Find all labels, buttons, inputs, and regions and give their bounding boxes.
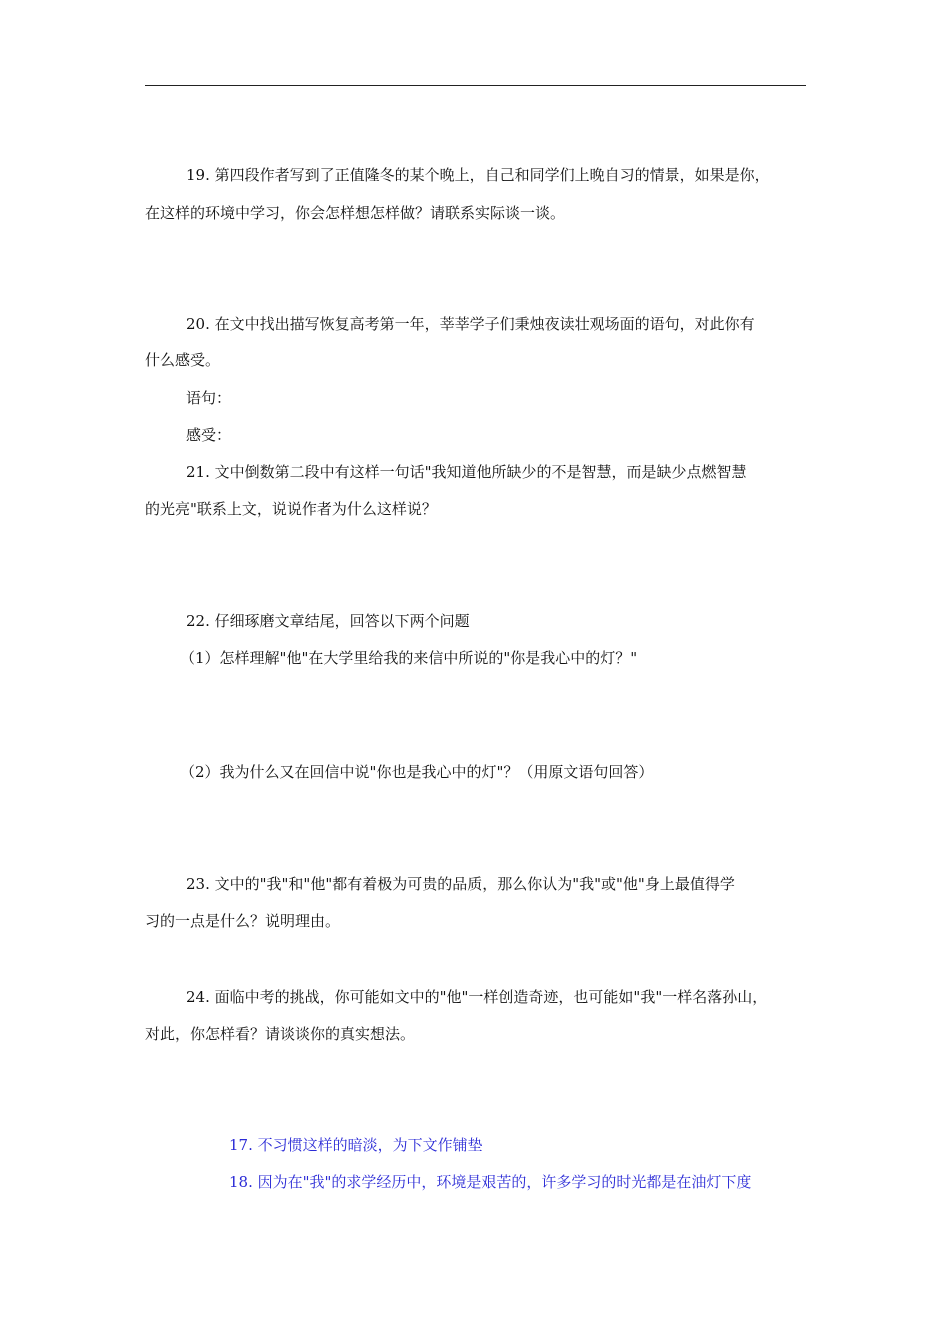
question-22-line-1: 22. 仔细琢磨文章结尾，回答以下两个问题: [186, 612, 470, 630]
question-19-line-2: 在这样的环境中学习，你会怎样想怎样做？请联系实际谈一谈。: [145, 204, 566, 222]
question-20-line-2: 什么感受。: [145, 351, 221, 369]
question-23-line-1: 23. 文中的"我"和"他"都有着极为可贵的品质，那么你认为"我"或"他"身上最值得学: [186, 875, 735, 893]
question-22-sub-1: （1）怎样理解"他"在大学里给我的来信中所说的"你是我心中的灯？": [180, 649, 638, 667]
question-22-sub-2: （2）我为什么又在回信中说"你也是我心中的灯"？（用原文语句回答）: [180, 763, 654, 781]
question-24-line-2: 对此，你怎样看？请谈谈你的真实想法。: [145, 1025, 416, 1043]
question-23-line-2: 习的一点是什么？说明理由。: [145, 912, 341, 930]
question-19-line-1: 19. 第四段作者写到了正值隆冬的某个晚上，自己和同学们上晚自习的情景，如果是你，: [186, 166, 770, 184]
feeling-label: 感受：: [186, 426, 232, 444]
sentence-label: 语句：: [186, 389, 232, 407]
question-21-line-2: 的光亮"联系上文，说说作者为什么这样说？: [145, 500, 437, 518]
header-rule: [145, 85, 806, 86]
question-20-line-1: 20. 在文中找出描写恢复高考第一年，莘莘学子们秉烛夜读壮观场面的语句，对此你有: [186, 315, 755, 333]
question-24-line-1: 24. 面临中考的挑战，你可能如文中的"他"一样创造奇迹，也可能如"我"一样名落孙山，: [186, 988, 768, 1006]
question-21-line-1: 21. 文中倒数第二段中有这样一句话"我知道他所缺少的不是智慧，而是缺少点燃智慧: [186, 463, 747, 481]
answer-18: 18. 因为在"我"的求学经历中，环境是艰苦的，许多学习的时光都是在油灯下度: [229, 1173, 752, 1191]
answer-17: 17. 不习惯这样的暗淡，为下文作铺垫: [229, 1136, 483, 1154]
